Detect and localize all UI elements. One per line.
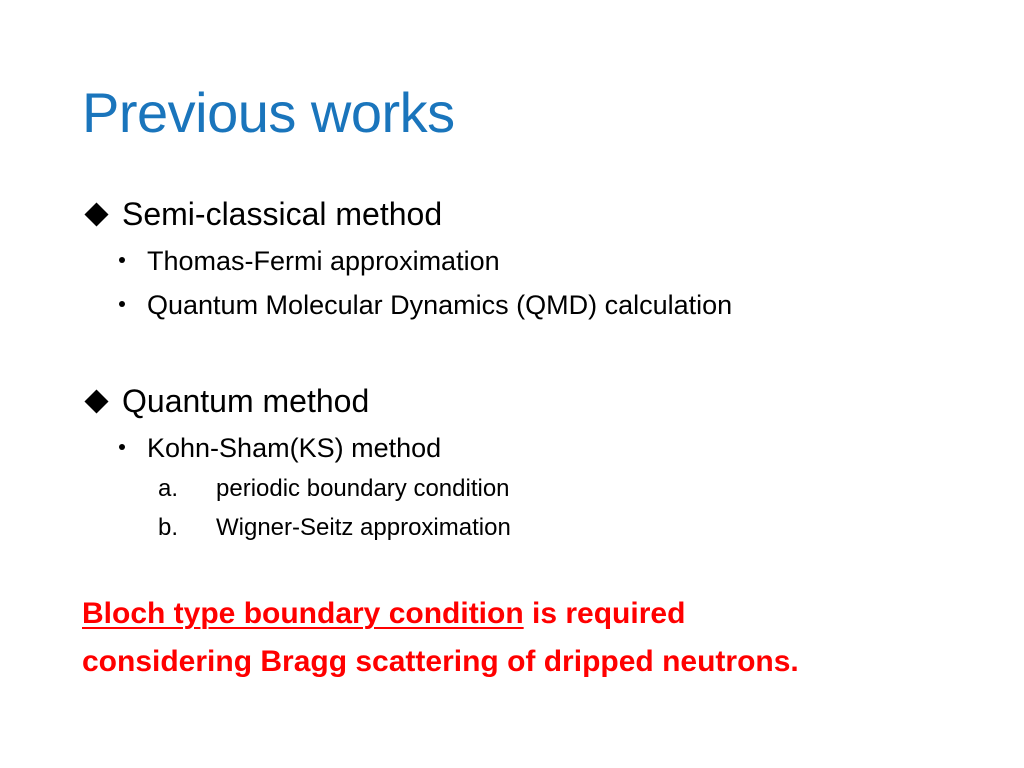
list-item-text: Kohn-Sham(KS) method <box>147 433 442 463</box>
bullet-dot-icon <box>119 257 125 263</box>
diamond-bullet-icon <box>84 202 108 226</box>
section-heading-label: Quantum method <box>122 383 370 419</box>
diamond-bullet-icon <box>84 389 108 413</box>
sub-list-item <box>158 474 510 504</box>
sub-list-text: periodic boundary condition <box>216 475 510 502</box>
section-heading-label: Semi-classical method <box>122 196 443 232</box>
slide-title: Previous works <box>82 81 455 144</box>
conclusion-emphasis: Bloch type boundary condition <box>82 597 524 630</box>
conclusion-line-1 <box>82 590 799 638</box>
list-item-text: Thomas-Fermi approximation <box>147 246 500 276</box>
sub-list-text: Wigner-Seitz approximation <box>216 514 511 541</box>
bullet-dot-icon <box>119 301 125 307</box>
sub-list-marker: a. <box>158 475 179 502</box>
list-item <box>119 288 732 322</box>
conclusion-line-2: considering Bragg scattering of dripped neutrons. <box>82 645 799 678</box>
section-heading-quantum <box>84 381 369 421</box>
sub-list-marker: b. <box>158 514 179 541</box>
section-heading-semi-classical <box>84 194 442 234</box>
sub-list-item <box>158 513 511 543</box>
list-item-text: Quantum Molecular Dynamics (QMD) calculation <box>147 290 733 320</box>
conclusion-line-1-rest: is required <box>523 597 686 630</box>
bullet-dot-icon <box>119 444 125 450</box>
conclusion-statement <box>82 590 799 686</box>
list-item <box>119 244 500 278</box>
list-item <box>119 431 441 465</box>
